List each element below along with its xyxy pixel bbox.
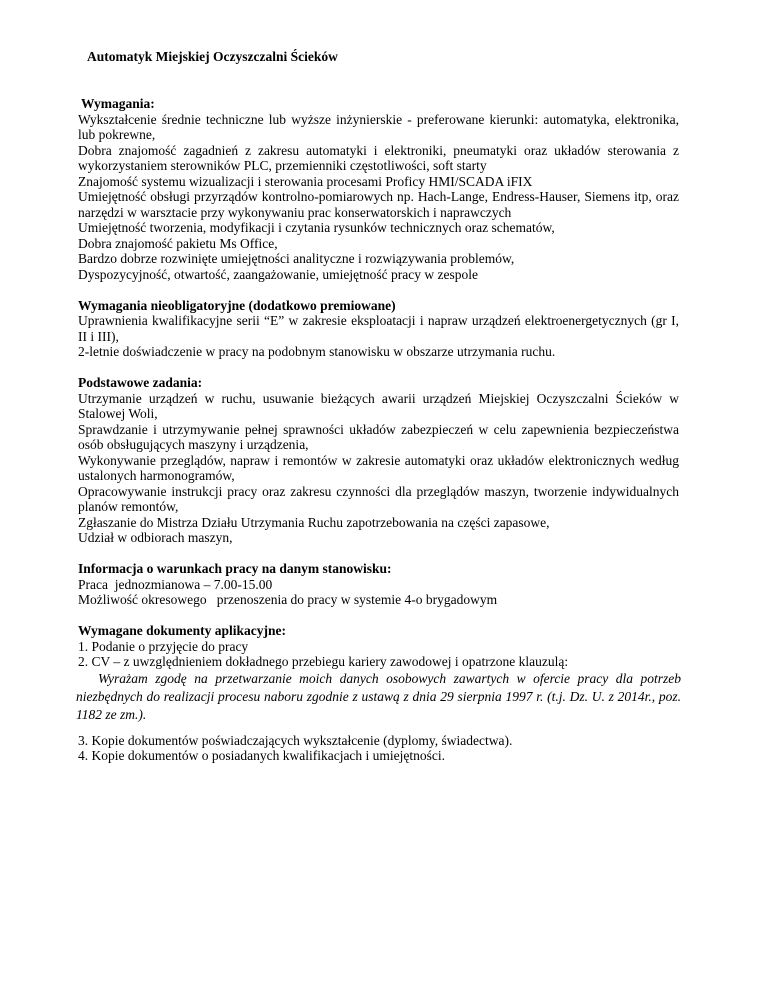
requirement-item: Dyspozycyjność, otwartość, zaangażowanie, umiejętność pracy w zespole: [78, 266, 478, 282]
duty-item: Wykonywanie przeglądów, napraw i remontów w zakresie automatyki oraz układów elektronicznych według ustalonych harmonogramów,: [78, 452, 679, 483]
requirement-item: Bardzo dobrze rozwinięte umiejętności analityczne i rozwiązywania problemów,: [78, 251, 515, 266]
document-item: 3. Kopie dokumentów poświadczających wykształcenie (dyplomy, świadectwa).: [78, 732, 513, 748]
requirement-item: Znajomość systemu wizualizacji i sterowania procesami Proficy HMI/SCADA iFIX: [78, 173, 533, 189]
duty-item: Sprawdzanie i utrzymywanie pełnej sprawności układów zabezpieczeń w celu zapewnienia bezpieczeństwa osób obsługujących maszyny i urządzenia,: [78, 421, 679, 452]
duty-item: Opracowywanie instrukcji pracy oraz zakresu czynności dla przeglądów maszyn, tworzenie indywidualnych planów remontów,: [78, 483, 679, 514]
document-item: 1. Podanie o przyjęcie do pracy: [78, 638, 249, 654]
duties-section: [78, 375, 679, 546]
duties-heading: Podstawowe zadania:: [78, 375, 203, 390]
work-condition-item: Praca jednozmianowa – 7.00-15.00: [78, 576, 273, 592]
requirements-heading: Wymagania:: [81, 96, 155, 111]
document-item: 4. Kopie dokumentów o posiadanych kwalifikacjach i umiejętności.: [78, 748, 446, 763]
requirement-item: Dobra znajomość zagadnień z zakresu automatyki i elektroniki, pneumatyki oraz układów sterowania z wykorzystaniem sterowników PLC, przemienniki częstotliwości, soft starty: [78, 142, 679, 173]
requirement-item: Umiejętność tworzenia, modyfikacji i czytania rysunków technicznych oraz schematów,: [78, 220, 555, 235]
optional-requirement-item: Uprawnienia kwalifikacyjne serii “E” w zakresie eksploatacji i napraw urządzeń elektroenergetycznych (gr I, II i III),: [78, 313, 679, 344]
documents-heading: Wymagane dokumenty aplikacyjne:: [78, 623, 287, 638]
consent-clause: Wyrażam zgodę na przetwarzanie moich danych osobowych zawartych w ofercie pracy dla potrzeb niezbędnych do realizacji procesu naboru zgodnie z ustawą z dnia 29 sierpnia 1997 r. (t.j. Dz. U. z 2014r., poz. 1182 ze zm.).: [76, 670, 681, 722]
requirement-item: Wykształcenie średnie techniczne lub wyższe inżynierskie - preferowane kierunki: automatyka, elektronika, lub pokrewne,: [78, 111, 679, 142]
optional-requirements-section: [78, 298, 679, 360]
requirements-section: [78, 96, 679, 282]
work-conditions-section: [78, 561, 679, 608]
requirement-item: Dobra znajomość pakietu Ms Office,: [78, 235, 278, 251]
requirement-item: Umiejętność obsługi przyrządów kontrolno-pomiarowych np. Hach-Lange, Endress-Hauser, Siemens itp, oraz narzędzi w warsztacie przy wykonywaniu prac konserwatorskich i naprawczych: [78, 189, 679, 220]
document-item: 2. CV – z uwzględnieniem dokładnego przebiegu kariery zawodowej i opatrzone klauzulą:: [78, 654, 569, 669]
documents-section: [78, 623, 679, 764]
duty-item: Zgłaszanie do Mistrza Działu Utrzymania Ruchu zapotrzebowania na części zapasowe,: [78, 514, 550, 530]
optional-requirement-item: 2-letnie doświadczenie w pracy na podobnym stanowisku w obszarze utrzymania ruchu.: [78, 344, 556, 359]
duty-item: Utrzymanie urządzeń w ruchu, usuwanie bieżących awarii urządzeń Miejskiej Oczyszczalni Ścieków w Stalowej Woli,: [78, 390, 679, 421]
spacer: [78, 724, 679, 733]
work-conditions-heading: Informacja o warunkach pracy na danym stanowisku:: [78, 561, 392, 576]
document-body: [78, 96, 679, 764]
optional-requirements-heading: Wymagania nieobligatoryjne (dodatkowo premiowane): [78, 297, 396, 313]
work-condition-item: Możliwość okresowego przenoszenia do pracy w systemie 4-o brygadowym: [78, 592, 498, 607]
page-title: Automatyk Miejskiej Oczyszczalni Ścieków: [87, 49, 338, 64]
duty-item: Udział w odbiorach maszyn,: [78, 530, 233, 545]
